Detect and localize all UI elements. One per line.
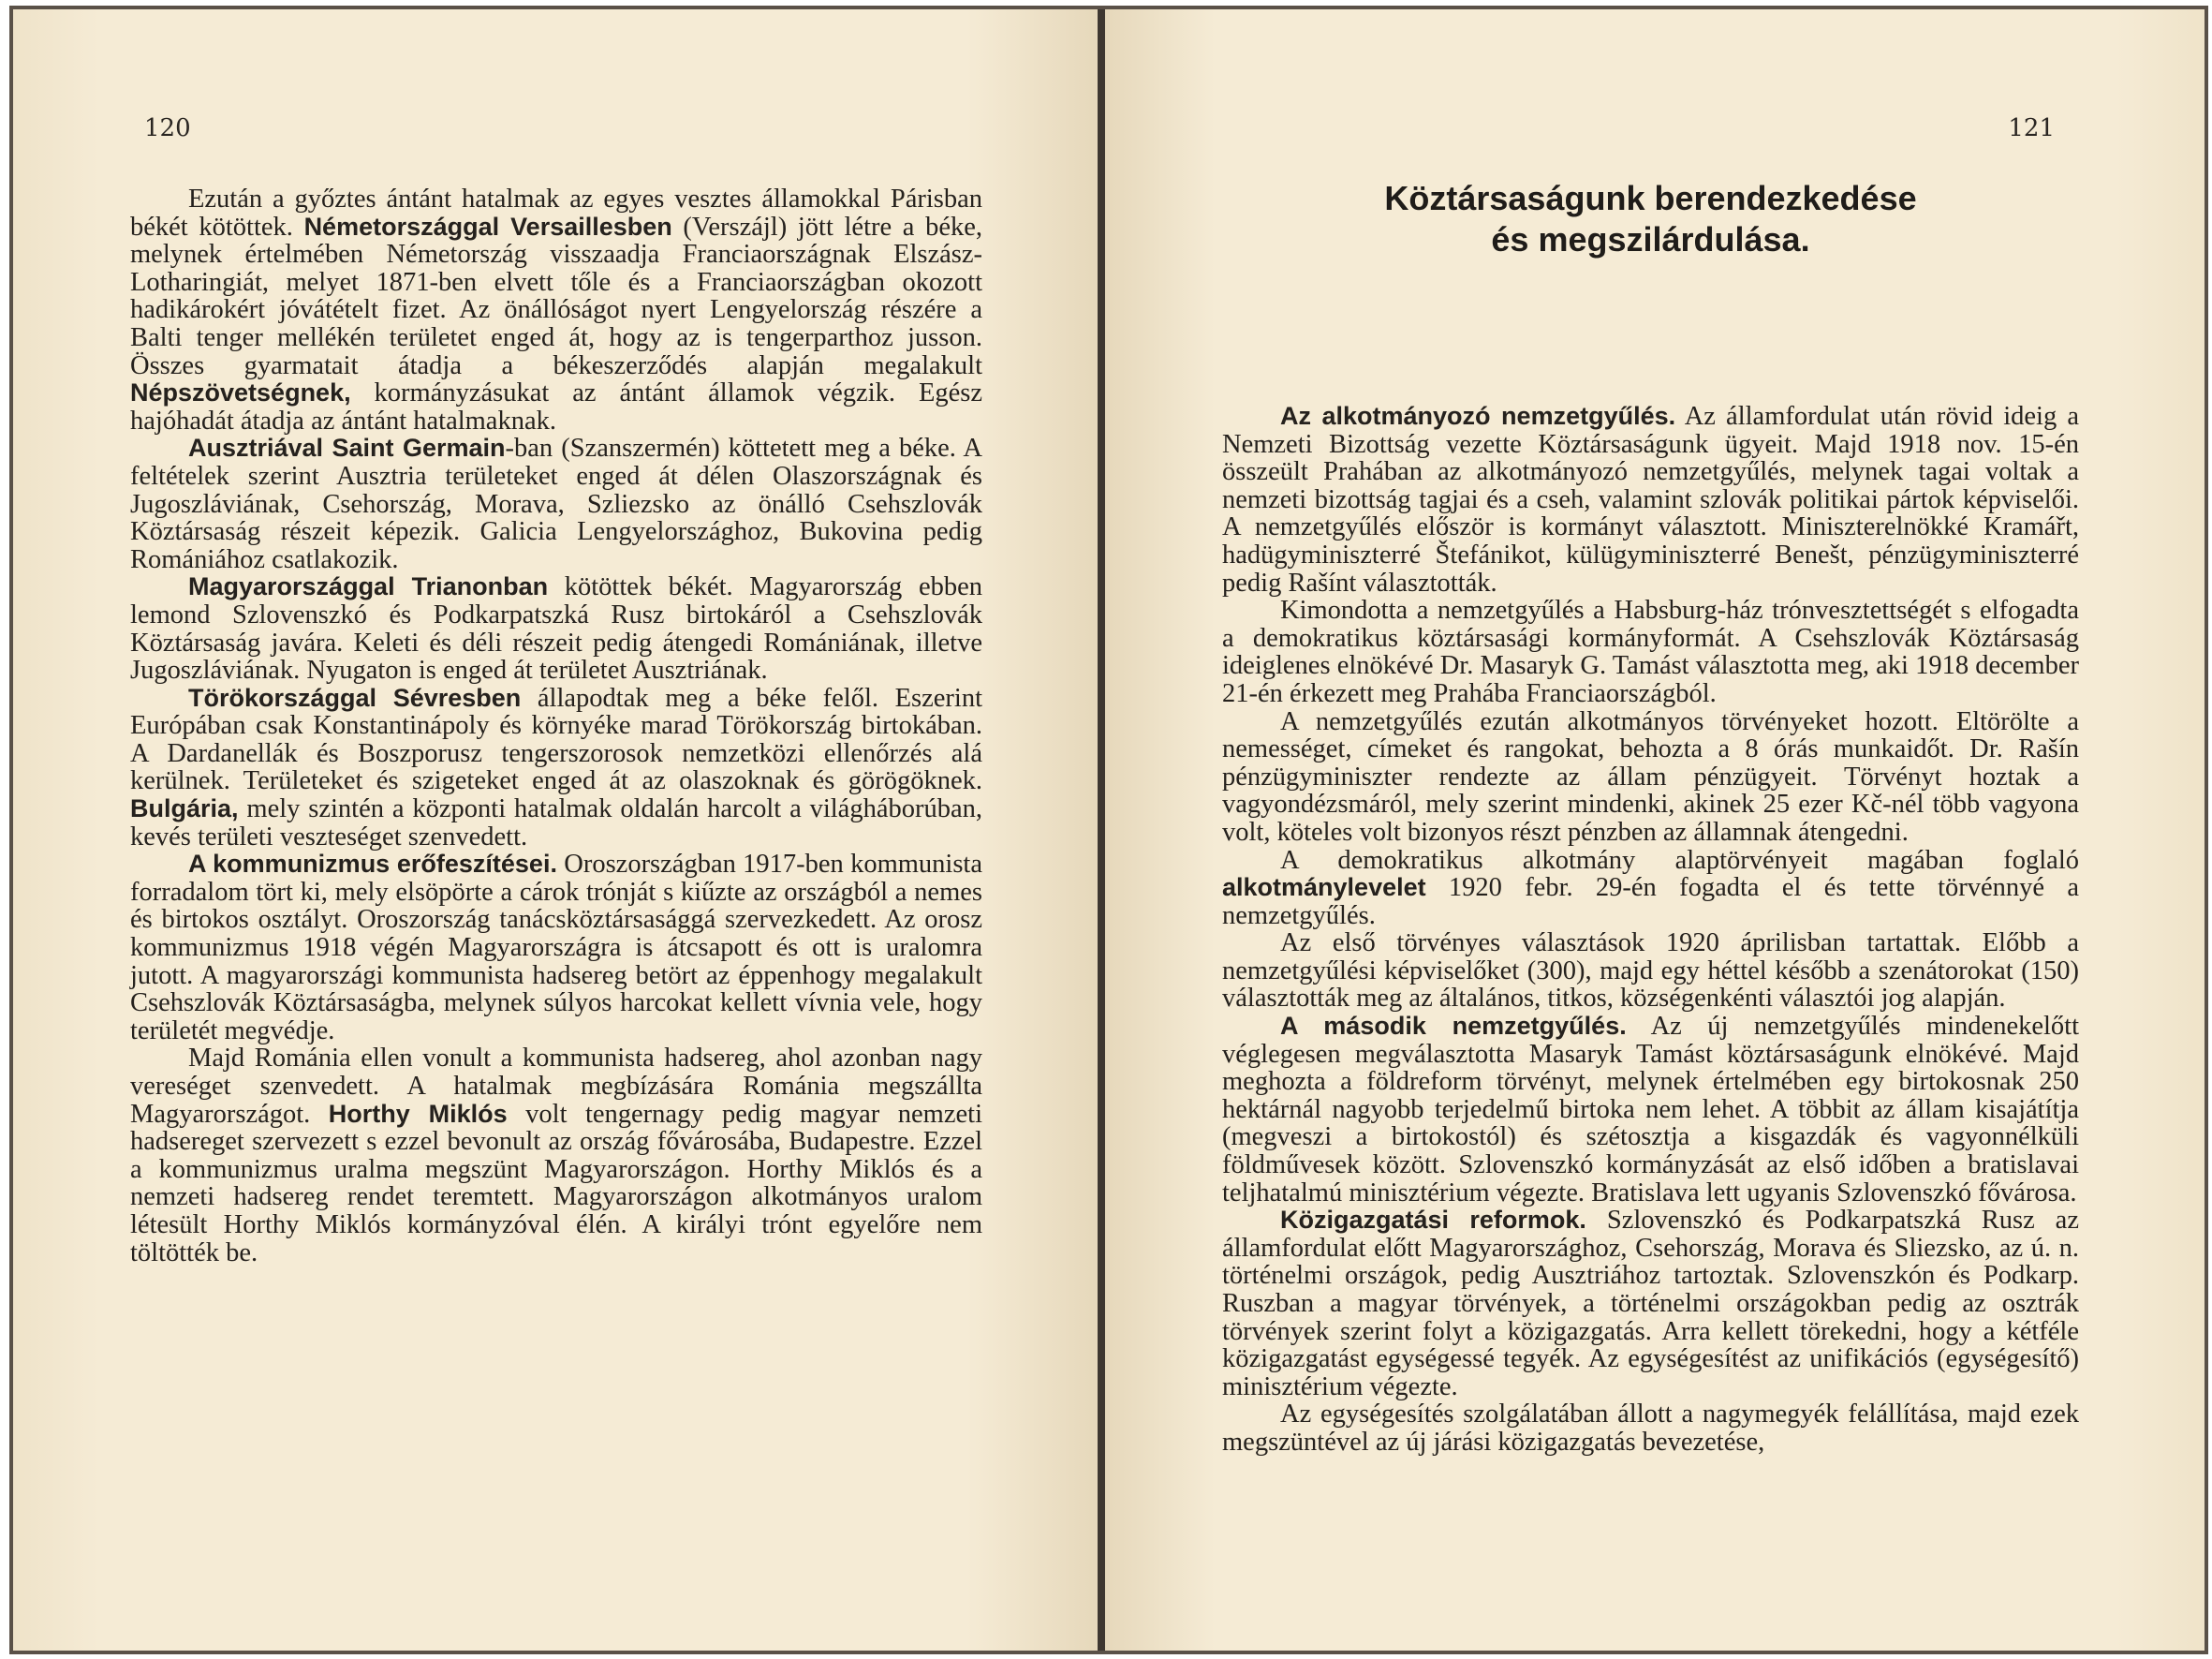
text-run: Az államfordulat után rövid ideig a Nemzeti Bizottság vezette Köztársaságunk ügyeit. Majd 1918 nov. 15-én összeült Prahában az alkotmányozó nemzetgyűlés, melynek tagai voltak a nemzeti bizottság tagjai és a cseh, valamint szlovák politikai pártok képviselői. A nemzetgyűlés először is kormányt választott. Miniszterelnökké Kramářt, hadügyminiszterré Štefánikot, külügyminiszterré Benešt, pénzügyminiszterré pedig Rašínt választották. [1222,402,2079,598]
text-run: (Verszájl) jött létre a béke, melynek értelmében Németország visszaadja Franciaországnak Elszász-Lotharingiát, melyet 1871-ben elvett tőle és a Franciaországban okozott hadikárokért jóvátételt fizet. Az önállóságot nyert Lengyelország részére a Balti tenger mellékén területet enged át, hogy az is tengerparthoz jusson. Összes gyarmatait átadja a békeszerződés alapján megalakult [130,212,983,380]
text-run: Az első törvényes választások 1920 áprilisban tartattak. Előbb a nemzetgyűlési képviselőket (300), majd egy héttel később a szenátorokat (150) választották meg az általános, titkos, községenkénti választói jog alapján. [1222,928,2079,1014]
bold-term: alkotmánylevelet [1222,873,1426,902]
paragraph [130,851,982,1044]
text-run: volt tengernagy pedig magyar nemzeti hadsereget szervezett s ezzel bevonult az ország fővárosába, Budapestre. Ezzel a kommunizmus uralma megszünt Magyarországon. Horthy Miklós és a nemzeti hadsereg rendet teremtett. Magyarországon alkotmányos uralom létesült Horthy Miklós kormányzóval élén. A királyi trónt egyelőre nem töltötték be. [130,1099,982,1267]
section-heading [1222,178,2079,260]
paragraph [1222,1013,2079,1207]
left-page [13,9,1098,1651]
text-run: A nemzetgyűlés ezután alkotmányos törvényeket hozott. Eltörölte a nemességet, címeket és rangokat, behozta a 8 órás munkaidőt. Dr. Rašín pénzügyminiszter rendezte az állam pénzügyeit. Törvényt hoztak a vagyondézsmáról, mely szerint mindenki, akinek 25 ezer Kč-nél több vagyona volt, köteles volt bizonyos részt pénzben az államnak átengedni. [1222,706,2079,847]
paragraph [130,573,982,684]
text-run [376,684,393,713]
bold-term: Horthy Miklós [328,1099,508,1128]
heading-line: Köztársaságunk berendezkedése [1384,179,1917,217]
paragraph [1222,847,2079,930]
text-run: Az új nemzetgyűlés mindenekelőtt véglegesen megválasztotta Masaryk Tamást köztársaságunk elnökévé. Majd meghozta a földreform törvényt, melynek értelmében egy birtokosnak 250 hektárnál nagyobb terjedelmű birtoka nem lehet. A többit az állam kisajátítja (megveszi a birtokostól) és szétosztja a kisgazdák és vagyonnélküli földművesek között. Szlovenszkó kormányzását az első időben a bratislavai teljhatalmú minisztérium végezte. Bratislava lett ugyanis Szlovenszkó fővárosa. [1222,1012,2079,1207]
text-run: Kimondotta a nemzetgyűlés a Habsburg-ház trónvesztettségét s elfogadta a demokratikus köztársasági kormányformát. A Csehszlovák Köztársaság ideiglenes elnökévé Dr. Masaryk G. Tamást választotta meg, aki 1918 december 21-én érkezett meg Prahába Franciaországból. [1222,596,2079,708]
page-body [130,185,982,1266]
text-run: kormányzásukat az ántánt államok végzik. Egész hajóhadát átadja az ántánt hatalmaknak. [130,378,982,436]
text-run: Ezután a győztes ántánt hatalmak az egyes vesztes államokkal Párisban békét kötöttek. [130,185,982,242]
paragraph [1222,403,2079,597]
page-body [1222,403,2079,1457]
book-spread [9,6,2208,1654]
text-run: 1920 febr. 29-én fogadta el és tette törvénnyé a nemzetgyűlés. [1222,873,2079,930]
text-run: A demokratikus alkotmány alaptörvényeit magában foglaló [1280,845,2079,875]
text-run: Az egységesítés szolgálatában állott a nagymegyék felállítása, majd ezek megszüntével az új járási közigazgatás bevezetése, [1222,1400,2079,1457]
text-run: Majd Románia ellen vonult a kommunista hadsereg, ahol azonban nagy vereséget szenvedett. A hatalmak megbízására Románia megszállta Magyarországot. [130,1044,982,1129]
page-number: 121 [2008,114,2055,142]
bold-term: Népszövetségnek, [130,378,351,407]
paragraph [1222,1400,2079,1456]
bold-term: Sévresben [392,683,522,712]
heading-line: és megszilárdulása. [1491,220,1810,259]
paragraph [130,1044,982,1266]
bold-term: A kommunizmus erőfeszítései. [188,850,557,879]
paragraph [130,685,982,852]
book-spine [1098,9,1105,1651]
paragraph [1222,929,2079,1013]
bold-term: A második nemzetgyűlés. [1280,1012,1627,1041]
text-run: állapodtak meg a béke felől. Eszerint Európában csak Konstantinápoly és környéke marad Törökország birtokában. A Dardanellák és Boszporusz tengerszorosok nemzetközi ellenőrzés alá kerülnek. Területeket és szigeteket enged át az olaszoknak és görögöknek. [130,683,983,796]
text-run: -ban (Szanszermén) köttetett meg a béke. A feltételek szerint Ausztria területeket enged át délen Olaszországnak és Jugoszláviának, Csehország, Morava, Szliezsko az önálló Csehszlovák Köztársaság részeit képezik. Galicia Lengyelországhoz, Bukovina pedig Romániához csatlakozik. [130,434,982,574]
text-run: kötöttek békét. Magyarország ebben lemond Szlovenszkó és Podkarpatszká Rusz birtokáról a Csehszlovák Köztársaság javára. Keleti és déli részeit pedig átengedi Romániának, illetve Jugoszláviának. Nyugaton is enged át területet Ausztriának. [130,572,982,686]
bold-term: Németországgal Versaillesben [303,212,672,241]
paragraph [1222,597,2079,707]
right-page [1105,9,2205,1651]
text-run: Oroszországban 1917-ben kommunista forradalom tört ki, mely elsöpörte a cárok trónját s kiűzte az országból a nemes és birtokos osztályt. Oroszország tanácsköztársasággá szervezkedett. Az orosz kommunizmus 1918 végén Magyarországra is átcsapott és ott is uralomra jutott. A magyarországi kommunista hadsereg betört az éppenhogy megalakult Csehszlovák Köztársaságba, melynek súlyos harcokat kellett vívnia vele, hogy területét megvédje. [130,850,982,1045]
text-run: Szlovenszkó és Podkarpatszká Rusz az államfordulat előtt Magyarországhoz, Csehország, Morava és Sliezsko, az ú. n. történelmi országok, pedig Ausztriához tartoztak. Szlovenszkón és Podkarp. Ruszban a magyar törvények, a történelmi országokban pedig az osztrák törvények szerint folyt a közigazgatás. Arra kellett törekedni, hogy a kétféle közigazgatást egységessé tegyék. Az egységesítést az unifikációs (egységesítő) minisztérium végezte. [1222,1206,2079,1401]
page-number: 120 [144,114,191,142]
paragraph [1222,1207,2079,1400]
bold-term: Törökországgal [188,683,377,712]
bold-term: Magyarországgal Trianonban [188,572,549,601]
bold-term: Közigazgatási reformok. [1280,1206,1586,1235]
text-run: mely szintén a központi hatalmak oldalán harcolt a világháborúban, kevés területi veszteséget szenvedett. [130,794,982,852]
bold-term: Az alkotmányozó nemzetgyűlés. [1280,402,1676,430]
paragraph [130,435,982,573]
paragraph [130,185,982,435]
bold-term: Ausztriával Saint Germain [188,434,506,463]
paragraph [1222,708,2079,847]
bold-term: Bulgária, [130,794,239,823]
